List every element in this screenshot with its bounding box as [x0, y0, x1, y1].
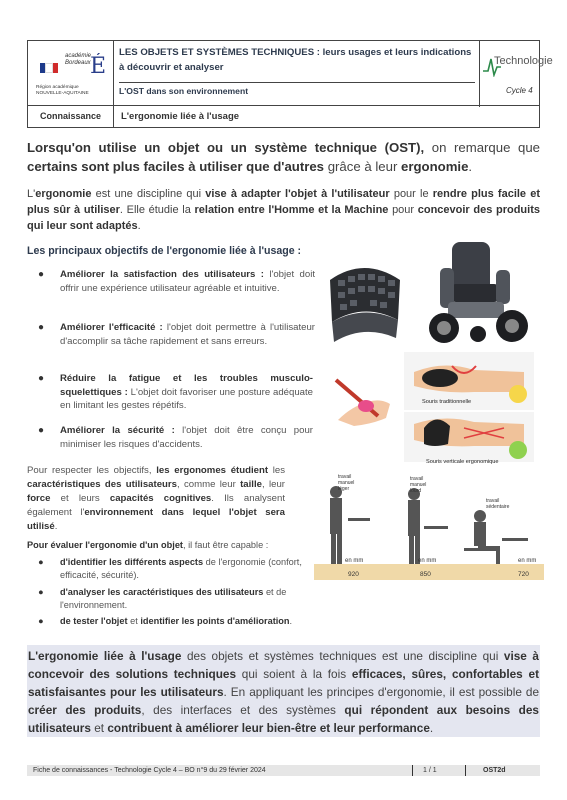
document-subtitle: L'OST dans son environnement [119, 86, 249, 96]
academie-name: académie Bordeaux [65, 53, 92, 66]
section-label: Connaissance [28, 106, 114, 127]
respect-paragraph: Pour respecter les objectifs, les ergonomes étudient les caractéristiques des utilisateurs, comme leur taille, leur force et leurs capacités cognitives. Ils analysent également l'environnement dans lequel l'objet sera utilisé. [27, 465, 285, 532]
section-title: L'ergonomie liée à l'usage [121, 111, 240, 122]
mouse-comparison-image [404, 352, 534, 462]
conclusion-box: L'ergonomie liée à l'usage des objets et systèmes techniques est une discipline qui vise à concevoir des solutions techniques qui soient à la fois efficaces, sûres, confortables et satisfaisantes pour les utilisateurs. En appliquant les principes d'ergonomie, il est possible de créer des produits, des interfaces et des systèmes qui répondent aux besoins des utilisateurs et contribuent à améliorer leur bien-être et leur performance. [27, 645, 540, 737]
pencil-grip-image [332, 376, 396, 428]
vertical-mouse-label: Souris verticale ergonomique [426, 459, 499, 465]
intro-paragraph: Lorsqu'on utilise un objet ou un système technique (OST), on remarque que certains sont plus faciles à utiliser que d'autres grâce à leur ergonomie. [27, 140, 541, 174]
objective-item: ● Améliorer l'efficacité : l'objet doit permettre à l'utilisateur d'accomplir sa tâche rapidement et sans erreurs. [38, 322, 315, 347]
unit-label: en mm [518, 558, 537, 564]
skill-item: ● d'identifier les différents aspects de l'ergonomie (confort, efficacité, sécurité). [38, 557, 302, 580]
evaluate-intro: Pour évaluer l'ergonomie d'un objet, il faut être capable : [27, 540, 269, 550]
document-code: OST2d [483, 767, 506, 774]
academy-e-icon [88, 53, 110, 77]
academy-logo [28, 41, 114, 107]
skill-item: ● de tester l'objet et identifier les points d'amélioration. [38, 616, 293, 626]
section-row [27, 106, 540, 128]
workstation-label: travail manuel léger [338, 474, 355, 492]
brand-cell [480, 41, 553, 107]
brand-name: Technologie [494, 55, 553, 67]
unit-label: en mm [345, 558, 364, 564]
definition-paragraph: L'ergonomie est une discipline qui vise à adapter l'objet à l'utilisateur pour le rendre plus facile et plus sûr à utiliser. Elle étudie la relation entre l'Homme et la Machine pour concevoir des produits qui leur sont adaptés. [27, 188, 540, 232]
skill-item: ● d'analyser les caractéristiques des utilisateurs et de l'environnement. [38, 587, 287, 610]
objectives-heading: Les principaux objectifs de l'ergonomie liée à l'usage : [27, 245, 302, 257]
unit-label: en mm [418, 558, 437, 564]
objective-item: ● Réduire la fatigue et les troubles musculo-squelettiques : L'objet doit favoriser une posture adéquate en limitant les gestes répétifs. [38, 373, 313, 411]
page-number: 1 / 1 [423, 767, 437, 774]
height-value: 720 [518, 571, 529, 578]
workstation-label: travail sédentaire [486, 498, 510, 510]
footer-divider [465, 765, 466, 776]
region-name: Région académique NOUVELLE-AQUITAINE [36, 85, 89, 96]
footer-divider [412, 765, 413, 776]
objective-item: ● Améliorer la satisfaction des utilisateurs : l'objet doit offrir une expérience utilisateur agréable et intuitive. [38, 269, 315, 294]
cycle-label: Cycle 4 [506, 86, 533, 95]
height-value: 920 [348, 571, 359, 578]
header-titles [114, 41, 480, 107]
objective-item: ● Améliorer la sécurité : l'objet doit être conçu pour minimiser les risques d'accidents. [38, 425, 313, 450]
svg-text:É: É [90, 54, 107, 77]
footer [27, 765, 540, 776]
traditional-mouse-label: Souris traditionnelle [422, 399, 472, 405]
flag-icon [40, 63, 58, 73]
workstation-label: travail manuel lourd [410, 476, 427, 494]
document-title: LES OBJETS ET SYSTÈMES TECHNIQUES : leurs usages et leurs indications à découvrir et analyser [119, 45, 475, 83]
wheelchair-image [408, 238, 534, 346]
ergonomic-keyboard-image [324, 250, 404, 348]
height-value: 850 [420, 571, 431, 578]
footer-reference: Fiche de connaissances - Technologie Cycle 4 – BO n°9 du 29 février 2024 [33, 767, 266, 774]
header-table [27, 40, 553, 106]
